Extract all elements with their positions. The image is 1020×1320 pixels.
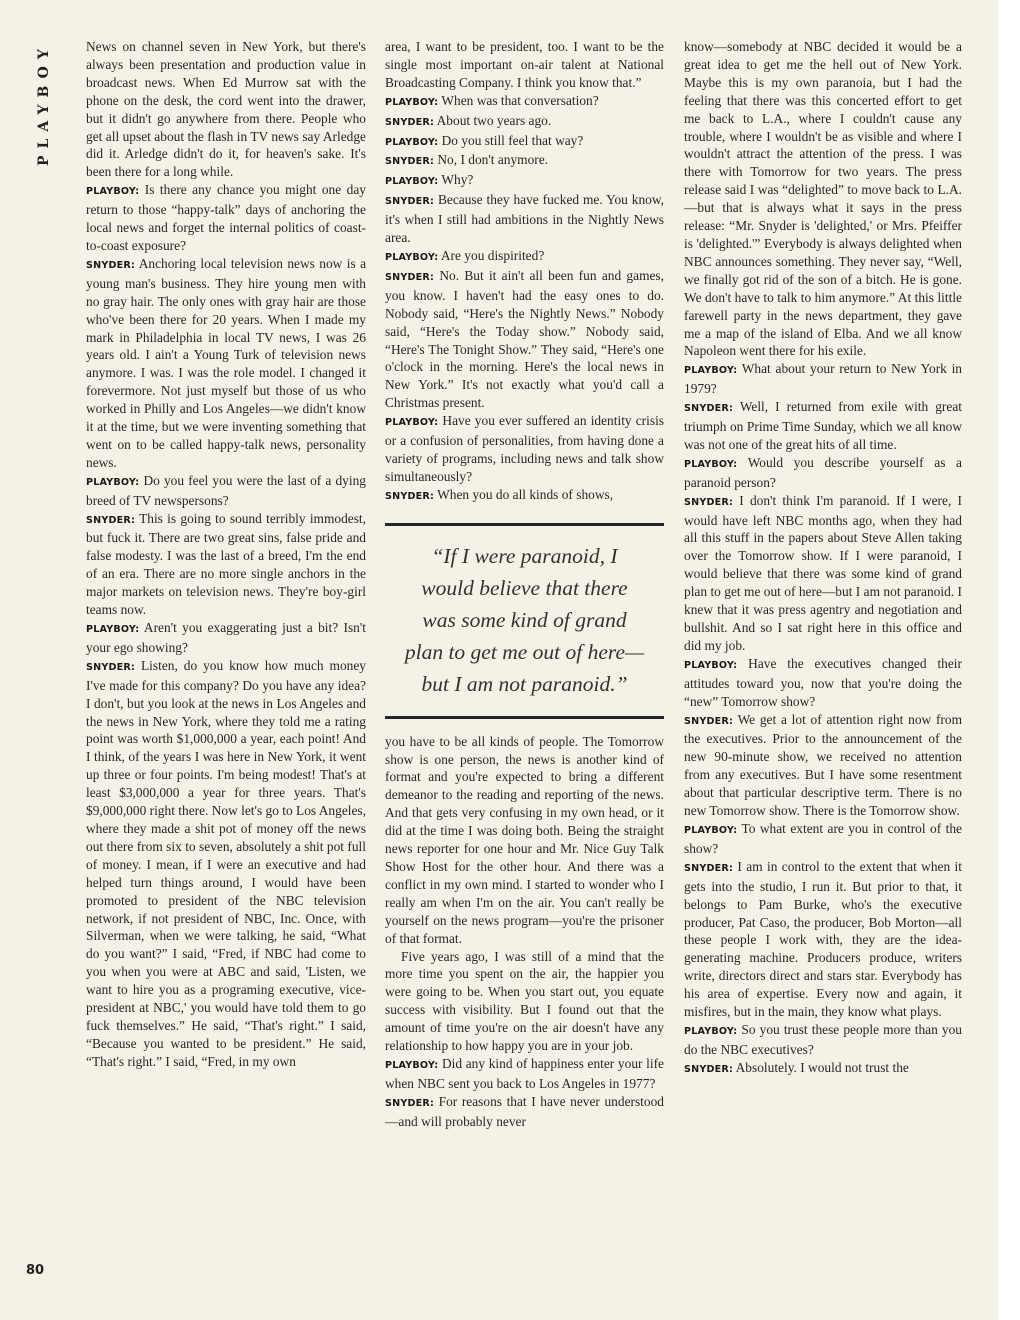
paragraph-text: I am in control to the extent that when it gets into the studio, I run it. But prior to that, it belongs to Pam Burke, who's the executive producer, Pat Caso, the producer, Bob Morton—all these people I work with, they are the idea-generating machine. Producers produce, writers write, directors direct and stars star. Everybody has his area of expertise. Every now and again, it misfires, but in the main, they know what plays. [684,858,962,1020]
speaker-label: SNYDER: [684,715,734,727]
paragraph-text: Five years ago, I was still of a mind that the more time you spent on the air, the happier you were going to be. When you start out, you equate success with visibility. But I found out that the amount of time you're on the air doesn't have any relationship to how happy you are in your job. [385,948,664,1054]
paragraph-text: Listen, do you know how much money I've made for this company? Do you have any idea? I don't, but you look at the news in Los Angeles and the news in New York, where they told me a rating point was worth $1,000,000 a year, each point! And I think, of the years I was here in New York, it went up three or four points. I'm being modest! That's at least $3,000,000 a year for three years. That's $9,000,000 right there. Now let's go to Los Angeles, where they made a shit pot of money off the news out there from six to seven, absolutely a shit pot full of money. I mean, if I were an executive and had helped turn things around, I would have been promoted to president of the NBC television network, if not president of NBC, Inc. Once, with Silverman, when we were talking, he said, “What do you want?” I said, “Fred, if NBC had come to you when you were at ABC and said, 'Listen, we want to hire you as a programing executive, vice-president at NBC,' you would have told them to go fuck themselves.” He said, “That's right.” I said, “Because you wanted to be president.” He said, “That's right.” I said, “Fred, in my own [86,657,366,1069]
speaker-label: PLAYBOY: [86,624,140,635]
page-margin [998,0,1020,1320]
paragraph-text: Have the executives changed their attitudes toward you, now that you're doing the “new” Tomorrow show? [684,655,962,709]
running-head: PLAYBOY [36,42,52,166]
speaker-label: SNYDER: [684,1063,734,1075]
paragraph-text: Anchoring local television news now is a young man's business. They hire young men with no gray hair. The only ones with gray hair are those who've been there for 20 years. When I made my mark in Philadelphia in local TV news, I was 26 years old. I ain't a Young Turk of television news anymore. I was. I was the role model. I changed it forevermore. Not just myself but those of us who worked in Philly and Los Angeles—we didn't know it at the time, but we were inventing something that went on to be called happy-talk news, personality news. [86,255,367,470]
speaker-label: SNYDER: [385,1097,435,1109]
paragraph-text: News on channel seven in New York, but there's always been presentation and production value in broadcast news. When Ed Murrow sat with the phone on the desk, the cord went into the drawer, but it didn't go anywhere from there. People who get all upset about the flash in TV news say Arledge did it. Arledge didn't do it, for heaven's sake. It's been there for a long while. [86,39,366,180]
column-2-upper-text [385,38,664,506]
interview-paragraph [385,1055,664,1093]
interview-paragraph [385,92,664,112]
paragraph-text: We get a lot of attention right now from the executives. Prior to the announcement of the new 90-minute show, we received no attention from any executives. But I have some resentment about that particular descriptive term. There is no new Tomorrow show. There is the Tomorrow show. [684,711,963,819]
interview-paragraph [684,454,962,492]
interview-paragraph [385,486,664,506]
paragraph-text: No, I don't anymore. [437,152,549,168]
speaker-label: PLAYBOY: [385,176,439,188]
paragraph-text: you have to be all kinds of people. The Tomorrow show is one person, the news is another kind of format and you're expected to bring a different demeanor to the reading and reporting of the news. And that gets very confusing in my own head, or it did at the time I was doing both. Being the straight news reporter for one hour and Mr. Nice Guy Talk Show Host for the other hour. And there was a conflict in my own mind. I started to wonder who I really am when I'm on the air. You can't really be yourself on the news program—you're the prisoner of that format. [385,733,664,946]
paragraph-text: I don't think I'm paranoid. If I were, I would have left NBC months ago, when they had all this stuff in the papers about Steve Allen taking over the Tomorrow show. If I were paranoid, I would believe that there was some kind of grand plan to get me out of here—but I am not paranoid. I knew that it was press agentry and negotiation and bullshit. And so I sat right here in this office and did my job. [684,492,962,653]
speaker-label: PLAYBOY: [385,417,439,429]
pull-quote-line: was some kind of grand [422,607,627,632]
speaker-label: PLAYBOY: [385,96,439,108]
speaker-label: SNYDER: [86,514,136,526]
paragraph-text: Why? [441,172,474,188]
interview-paragraph [385,267,664,412]
interview-paragraph [385,151,664,171]
interview-paragraph [385,191,664,247]
text-column-2 [385,38,664,1131]
text-column-1 [86,38,366,1071]
speaker-label: SNYDER: [385,490,435,502]
paragraph-text: Well, I returned from exile with great triumph on Prime Time Sunday, which we all know was not one of the great hits of all time. [684,399,963,452]
interview-paragraph [86,472,366,510]
speaker-label: SNYDER: [385,116,435,128]
paragraph-text: So you trust these people more than you do the NBC executives? [684,1021,962,1057]
pull-quote-line: but I am not paranoid.” [421,671,628,696]
speaker-label: PLAYBOY: [385,251,439,263]
paragraph-text: Do you feel you were the last of a dying breed of TV newspersons? [86,472,366,508]
paragraph-text: Absolutely. I would not trust the [735,1059,909,1075]
interview-paragraph [684,858,962,1021]
interview-paragraph [86,619,366,657]
paragraph-text: Are you dispirited? [440,247,545,263]
speaker-label: PLAYBOY: [385,1059,439,1071]
speaker-label: PLAYBOY: [684,1025,738,1037]
paragraph-text: No. But it ain't all been fun and games, you know. I haven't had the easy ones to do. Nobody said, “Here's the Nightly News.” Nobody said, “Here's the Today show.” Nobody said, “Here's The Tonight Show.” They said, “Here's one o'clock in the morning. Here's the local news in New York.” It's not exactly what you'd call a Christmas present. [385,267,664,411]
paragraph-text: Because they have fucked me. You know, it's when I still had ambitions in the Nightly News area. [385,192,664,246]
pull-quote-line: “If I were paranoid, I [431,543,618,568]
speaker-label: SNYDER: [684,403,734,415]
speaker-label: SNYDER: [684,862,734,874]
paragraph-text: For reasons that I have never understood—and will probably never [385,1093,664,1129]
interview-paragraph [385,412,664,486]
paragraph-text: Do you still feel that way? [441,132,584,148]
paragraph-text: What about your return to New York in 1979? [684,361,962,397]
interview-paragraph [684,360,962,398]
interview-paragraph [385,132,664,152]
paragraph-text: Have you ever suffered an identity crisis or a confusion of personalities, from having done a variety of programs, including news and talk show simultaneously? [385,413,665,484]
pull-quote-line: would believe that there [421,575,628,600]
paragraph-text: Did any kind of happiness enter your life when NBC sent you back to Los Angeles in 1977? [385,1055,664,1091]
paragraph-text: When you do all kinds of shows, [437,486,614,502]
paragraph-text: To what extent are you in control of the show? [684,820,962,856]
pull-quote-bottom-rule [385,716,664,719]
paragraph-text: This is going to sound terribly immodest, but fuck it. There are two great sins, false pride and false modesty. I was the last of a breed, I'm the end of an era. There are no more single anchors in the major markets on television news. They're boy-girl teams now. [86,510,367,618]
paragraph-text: Would you describe yourself as a paranoid person? [684,454,962,490]
paragraph-text: area, I want to be president, too. I want to be the single most important on-air talent at National Broadcasting Company. I think you know that.” [385,39,664,90]
speaker-label: PLAYBOY: [385,136,439,148]
speaker-label: SNYDER: [86,259,136,271]
speaker-label: SNYDER: [684,496,734,508]
interview-paragraph [684,1021,962,1059]
interview-paragraph [684,655,962,711]
speaker-label: PLAYBOY: [86,186,140,198]
paragraph-text: Is there any chance you might one day return to those “happy-talk” days of anchoring the local news and forget the internal politics of coast-to-coast exposure? [86,182,366,253]
interview-paragraph [86,255,366,472]
pull-quote [385,523,664,719]
paragraph-text: About two years ago. [436,112,552,128]
interview-paragraph [86,38,366,181]
speaker-label: SNYDER: [86,661,136,673]
pull-quote-line: plan to get me out of here— [404,639,645,664]
page-number: 80 [26,1263,45,1278]
interview-paragraph [385,948,664,1055]
interview-paragraph [385,247,664,267]
interview-paragraph [385,171,664,191]
paragraph-text: Aren't you exaggerating just a bit? Isn't your ego showing? [86,620,367,655]
interview-paragraph [684,1059,962,1079]
interview-paragraph [86,510,366,619]
interview-paragraph [684,820,962,858]
interview-paragraph [385,1093,664,1131]
interview-paragraph [385,733,664,948]
interview-paragraph [86,181,366,255]
column-2-lower-text [385,733,664,1131]
interview-paragraph [385,38,664,92]
interview-paragraph [684,398,962,454]
speaker-label: PLAYBOY: [684,458,738,470]
interview-paragraph [86,657,366,1071]
speaker-label: PLAYBOY: [86,476,140,488]
speaker-label: PLAYBOY: [684,659,738,671]
pull-quote-text [385,526,664,716]
paragraph-text: know—somebody at NBC decided it would be a great idea to get me the hell out of New York. Maybe this is my own paranoia, but I had the feeling that there was this concerted effort to get me back to L.A., where I couldn't cause any trouble, where I wouldn't be as visible and where I wouldn't attract the attention of the press. I was there with Tomorrow for two years. The press release said I was “delighted” to move back to L.A.—but that is always what it says in the press release: “Mr. Snyder is 'delighted,' or Mrs. Pfeiffer is 'delighted.'” Everybody is always delighted when NBC announces something. They never say, “Well, we finally got rid of the son of a bitch. He is gone. We don't have to talk to him anymore.” At this little farewell party in the news department, they gave me a map of the island of Elba. And we all know Napoleon went there for his exile. [684,39,962,359]
text-column-3 [684,38,962,1079]
paragraph-text: When was that conversation? [441,92,599,108]
interview-paragraph [684,492,962,655]
speaker-label: SNYDER: [385,271,435,283]
speaker-label: PLAYBOY: [684,824,738,836]
interview-paragraph [684,711,962,820]
speaker-label: PLAYBOY: [684,365,738,377]
interview-paragraph [385,112,664,132]
speaker-label: SNYDER: [385,156,435,168]
interview-paragraph [684,38,962,360]
speaker-label: SNYDER: [385,196,435,208]
